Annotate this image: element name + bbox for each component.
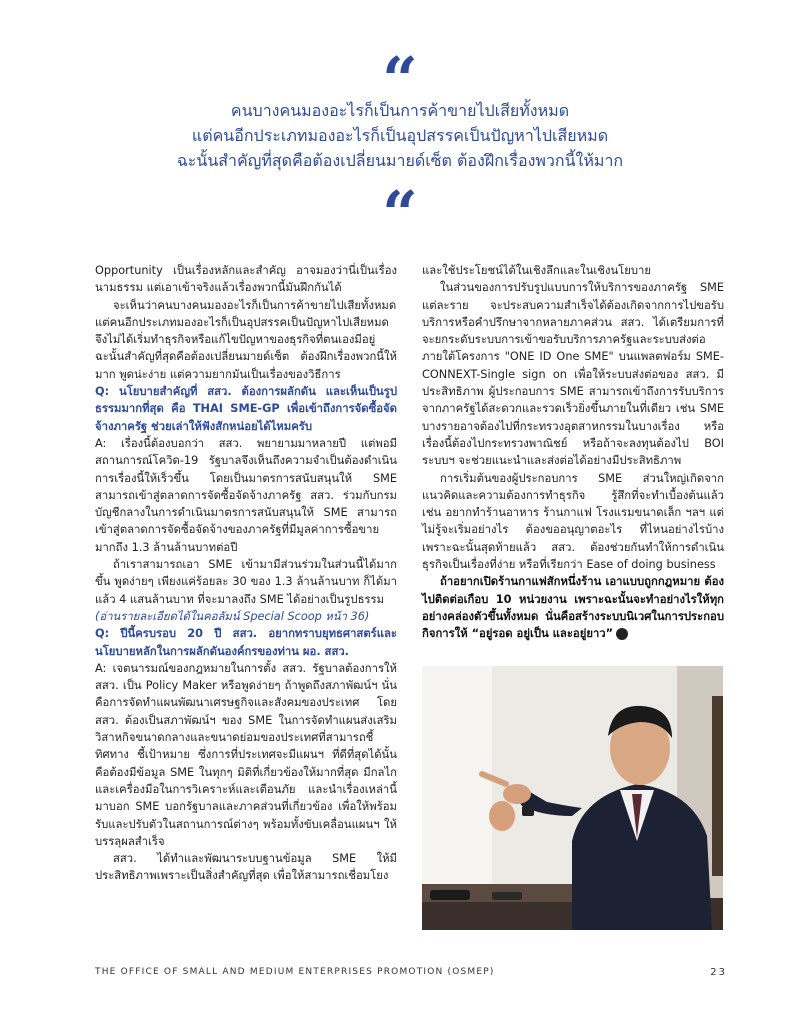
- article-column-left: [95, 262, 397, 885]
- paragraph: และใช้ประโยชน์ได้ในเชิงลึกและในเชิงนโยบาย: [422, 264, 651, 277]
- pull-quote-line: คนบางคนมองอะไรก็เป็นการค้าขายไปเสียทั้งหมด: [230, 101, 570, 120]
- paragraph: สสว. ได้ทำและพัฒนาระบบฐานข้อมูล SME ให้มีประสิทธิภาพเพราะเป็นสิ่งสำคัญที่สุด เพื่อให้สามารถเชื่อมโยง: [95, 852, 397, 883]
- footer-organization: THE OFFICE OF SMALL AND MEDIUM ENTERPRISES PROMOTION (OSMEP): [95, 967, 495, 977]
- interview-answer: A: เจตนารมณ์ของกฎหมายในการตั้ง สสว. รัฐบาลต้องการให้ สสว. เป็น Policy Maker หรือพูดง่ายๆ ถ้าพูดถึงสภาพัฒน์ฯ นั่นคือการจัดทำแผนพัฒนาเศรษฐกิจและสังคมของประเทศ โดย สสว. ต้องเป็นสภาพัฒน์ฯ ของ SME ในการจัดทำแผนส่งเสริมวิสาหกิจขนาดกลางและขนาดย่อมของประเทศที่สามารถชี้ทิศทาง ชี้เป้าหมาย ซึ่งการที่ประเทศจะมีแผนฯ ที่ดีที่สุดได้นั้น คือต้องมีข้อมูล SME ในทุกๆ มิติที่เกี่ยวข้องให้มากที่สุด มีกลไกและเครื่องมือในการวิเคราะห์และเตือนภัย และนำเรื่องเหล่านี้มาบอก SME บอกรัฐบาลและภาคส่วนที่เกี่ยวข้อง เพื่อให้พร้อมรับและปรับตัวในสถานการณ์ต่างๆ พร้อมทั้งขับเคลื่อนแผนฯ ให้บรรลุผลสำเร็จ: [95, 661, 397, 848]
- page-footer: [95, 967, 727, 977]
- interviewee-photo: [422, 666, 723, 930]
- article-column-right: [422, 262, 724, 643]
- interview-answer: A: เรื่องนี้ต้องบอกว่า สสว. พยายามมาหลายปี แต่พอมีสถานการณ์โควิด-19 รัฐบาลจึงเห็นถึงความจำเป็นต้องดำเนินการเรื่องนี้ให้เร็วขึ้น โดยเป็นมาตรการสนับสนุนให้ SME สามารถเข้าสู่ตลาดการจัดซื้อจัดจ้างภาครัฐ สสว. ร่วมกับกรมบัญชีกลางในการดำเนินมาตรการสนับสนุนให้ SME สามารถเข้าสู่ตลาดการจัดซื้อจัดจ้างของภาครัฐที่มีมูลค่าการซื้อขายมากถึง 1.3 ล้านล้านบาทต่อปี: [95, 436, 397, 554]
- paragraph: ในส่วนของการปรับรูปแบบการให้บริการของภาครัฐ SME แต่ละราย จะประสบความสำเร็จได้ต้องเกิดจากการไปขอรับบริการหรือคำปรึกษาจากหลายภาคส่วน สสว. ได้เตรียมการที่จะยกระดับระบบการเข้าขอรับบริการภาครัฐและระบบส่งต่อภายใต้โครงการ "ONE ID One SME" บนแพลตฟอร์ม SME-CONNEXT-Single sign on เพื่อให้ระบบส่งต่อของ สสว. มีประสิทธิภาพ ผู้ประกอบการ SME สามารถเข้าถึงการรับบริการจากภาครัฐได้สะดวกและรวดเร็วยิ่งขึ้นภายในที่เดียว เช่น SME บางรายอาจต้องไปที่กระทรวงอุตสาหกรรมในบางเรื่อง หรือเรื่องนี้ต้องไปกระทรวงพาณิชย์ หรือถ้าจะลงทุนต้องไป BOI ระบบฯ จะช่วยแนะนำและส่งต่อได้อย่างมีประสิทธิภาพ: [422, 281, 724, 468]
- paragraph: ถ้าเราสามารถเอา SME เข้ามามีส่วนร่วมในส่วนนี้ได้มากขึ้น พูดง่ายๆ เพียงแค่ร้อยละ 30 ของ 1.3 ล้านล้านบาท ก็ได้มาแล้ว 4 แสนล้านบาท ที่จะมาลงถึง SME ได้อย่างเป็นรูปธรรม: [95, 558, 397, 606]
- quote-mark-top: “: [382, 43, 418, 116]
- end-mark-icon: ✕: [616, 628, 628, 640]
- closing-paragraph: [422, 573, 724, 642]
- closing-text: ถ้าอยากเปิดร้านกาแฟสักหนึ่งร้าน เอาแบบถูกกฎหมาย ต้องไปติดต่อเกือบ 10 หน่วยงาน เพราะฉะนั้นจะทำอย่างไรให้ทุกอย่างคล่องตัวขึ้นทั้งหมด นั่นคือสร้างระบบนิเวศในการประกอบกิจการให้ “อยู่รอด อยู่เป็น และอยู่ยาว”: [422, 575, 724, 641]
- pull-quote: [60, 98, 740, 173]
- paragraph: Opportunity เป็นเรื่องหลักและสำคัญ อาจมองว่านี่เป็นเรื่องนามธรรม แต่เอาเข้าจริงแล้วเรื่องพวกนี้มันฝึกกันได้: [95, 264, 397, 295]
- interview-question: Q: ปีนี้ครบรอบ 20 ปี สสว. อยากทราบยุทธศาสตร์และนโยบายหลักในการผลักดันองค์กรของท่าน ผอ. สสว.: [95, 627, 397, 658]
- paragraph: การเริ่มต้นของผู้ประกอบการ SME ส่วนใหญ่เกิดจากแนวคิดและความต้องการทำธุรกิจ รู้สึกที่จะทำเบื้องต้นแล้ว เช่น อยากทำร้านอาหาร ร้านกาแฟ โรงแรมขนาดเล็ก ฯลฯ แต่ไม่รู้จะเริ่มอย่างไร ต้องขออนุญาตอะไร ที่ไหนอย่างไรบ้าง เพราะฉะนั้นสุดท้ายแล้ว สสว. ต้องช่วยกันทำให้การดำเนินธุรกิจเป็นเรื่องที่ง่าย หรือที่เรียกว่า Ease of doing business: [422, 471, 724, 572]
- page-number: 23: [710, 967, 727, 978]
- pull-quote-line: ฉะนั้นสำคัญที่สุดคือต้องเปลี่ยนมายด์เซ็ต ต้องฝึกเรื่องพวกนี้ให้มาก: [176, 151, 624, 170]
- pull-quote-line: แต่คนอีกประเภทมองอะไรก็เป็นอุปสรรคเป็นปัญหาไปเสียหมด: [191, 126, 609, 145]
- paragraph: จะเห็นว่าคนบางคนมองอะไรก็เป็นการค้าขายไปเสียทั้งหมด แต่คนอีกประเภทมองอะไรก็เป็นอุปสรรคเป็นปัญหาไปเสียหมด จึงไม่ได้เริ่มทำธุรกิจหรือแก้ไขปัญหาของธุรกิจที่ตนเองมีอยู่ ฉะนั้นสำคัญที่สุดคือต้องเปลี่ยนมายด์เซ็ต ต้องฝึกเรื่องพวกนี้ให้มาก พูดน่ะง่าย แต่ความยากมันเป็นเรื่องของวิธีการ: [95, 298, 397, 381]
- interview-question: Q: นโยบายสำคัญที่ สสว. ต้องการผลักดัน และเห็นเป็นรูปธรรมมากที่สุด คือ THAI SME-GP เพื่อเข้าถึงการจัดซื้อจัดจ้างภาครัฐ ช่วยเล่าให้ฟังสักหน่อยได้ไหมครับ: [95, 385, 397, 433]
- quote-mark-bottom: “: [382, 177, 418, 250]
- cross-reference-note: (อ่านรายละเอียดได้ในคอลัมน์ Special Scoop หน้า 36): [95, 609, 370, 623]
